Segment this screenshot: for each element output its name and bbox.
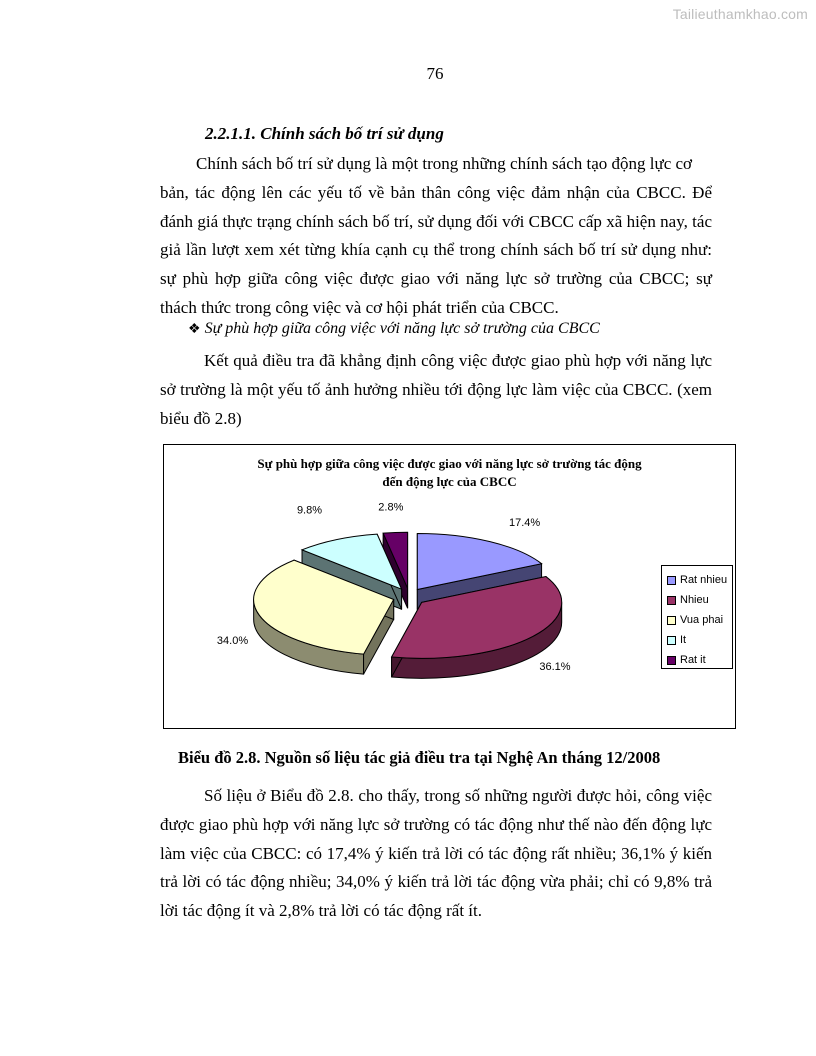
data-label: 36.1% [539,661,571,674]
result-paragraph: Kết quả điều tra đã khẳng định công việc được giao phù hợp với năng lực sở trường là một yếu tố ảnh hưởng nhiều tới động lực làm việc của CBCC. (xem biểu đồ 2.8) [160,351,712,428]
legend-label: Rat nhieu [680,574,728,586]
legend-swatch [667,636,676,645]
legend-label: Nhieu [680,594,709,606]
legend-item [667,630,732,650]
chart-caption: Biểu đồ 2.8. Nguồn số liệu tác giả điều tra tại Nghệ An tháng 12/2008 [178,748,661,767]
data-label: 34.0% [216,634,249,647]
legend-label: It [680,634,687,646]
intro-paragraph [160,150,712,323]
intro-first-line: Chính sách bố trí sử dụng là một trong những chính sách tạo động lực cơ [196,154,693,173]
data-label: 9.8% [296,504,323,517]
intro-body: bản, tác động lên các yếu tố về bản thân công việc đảm nhận của CBCC. Để đánh giá thực trạng chính sách bố trí, sử dụng đối với CBCC cấp xã hiện nay, tác giả lần lượt xem xét từng khía cạnh cụ thể trong chính sách bố trí sử dụng như: sự phù hợp giữa công việc được giao với năng lực sở trường của CBCC; sự thách thức trong công việc và cơ hội phát triển của CBCC. [160,182,712,317]
chart-title-line-2: đến động lực của CBCC [382,474,517,489]
data-label: 2.8% [378,501,404,514]
conclusion-paragraph: Số liệu ở Biểu đồ 2.8. cho thấy, trong số những người được hỏi, công việc được giao phù hợp với năng lực sở trường có tác động như thế nào đến động lực làm việc của CBCC: có 17,4% ý kiến trả lời có tác động rất nhiều; 36,1% ý kiến trả lời có tác động nhiều; 34,0% ý kiến trả lời tác động vừa phải; chỉ có 9,8% trả lời tác động ít và 2,8% trả lời có tác động rất ít. [160,786,712,921]
legend-swatch [667,656,676,665]
chart-legend [661,565,733,669]
legend-swatch [667,576,676,585]
pie-chart [163,444,736,729]
legend-swatch [667,596,676,605]
legend-item [667,650,732,670]
legend-swatch [667,616,676,625]
subsection-heading-text: Sự phù hợp giữa công việc với năng lực sở trường của CBCC [204,320,600,337]
section-heading: 2.2.1.1. Chính sách bố trí sử dụng [205,124,444,143]
legend-item [667,570,732,590]
chart-title-line-1: Sự phù hợp giữa công việc được giao với năng lực sở trường tác động [257,456,642,471]
legend-item [667,610,732,630]
data-label: 17.4% [508,516,541,529]
subsection-heading [188,320,600,338]
pie-chart-plot [164,445,737,730]
page-number: 76 [426,64,444,83]
legend-item [667,590,732,610]
legend-label: Rat it [680,654,706,666]
diamond-bullet-icon: ❖ [188,322,201,337]
legend-label: Vua phai [680,614,724,626]
watermark: Tailieuthamkhao.com [672,6,808,22]
